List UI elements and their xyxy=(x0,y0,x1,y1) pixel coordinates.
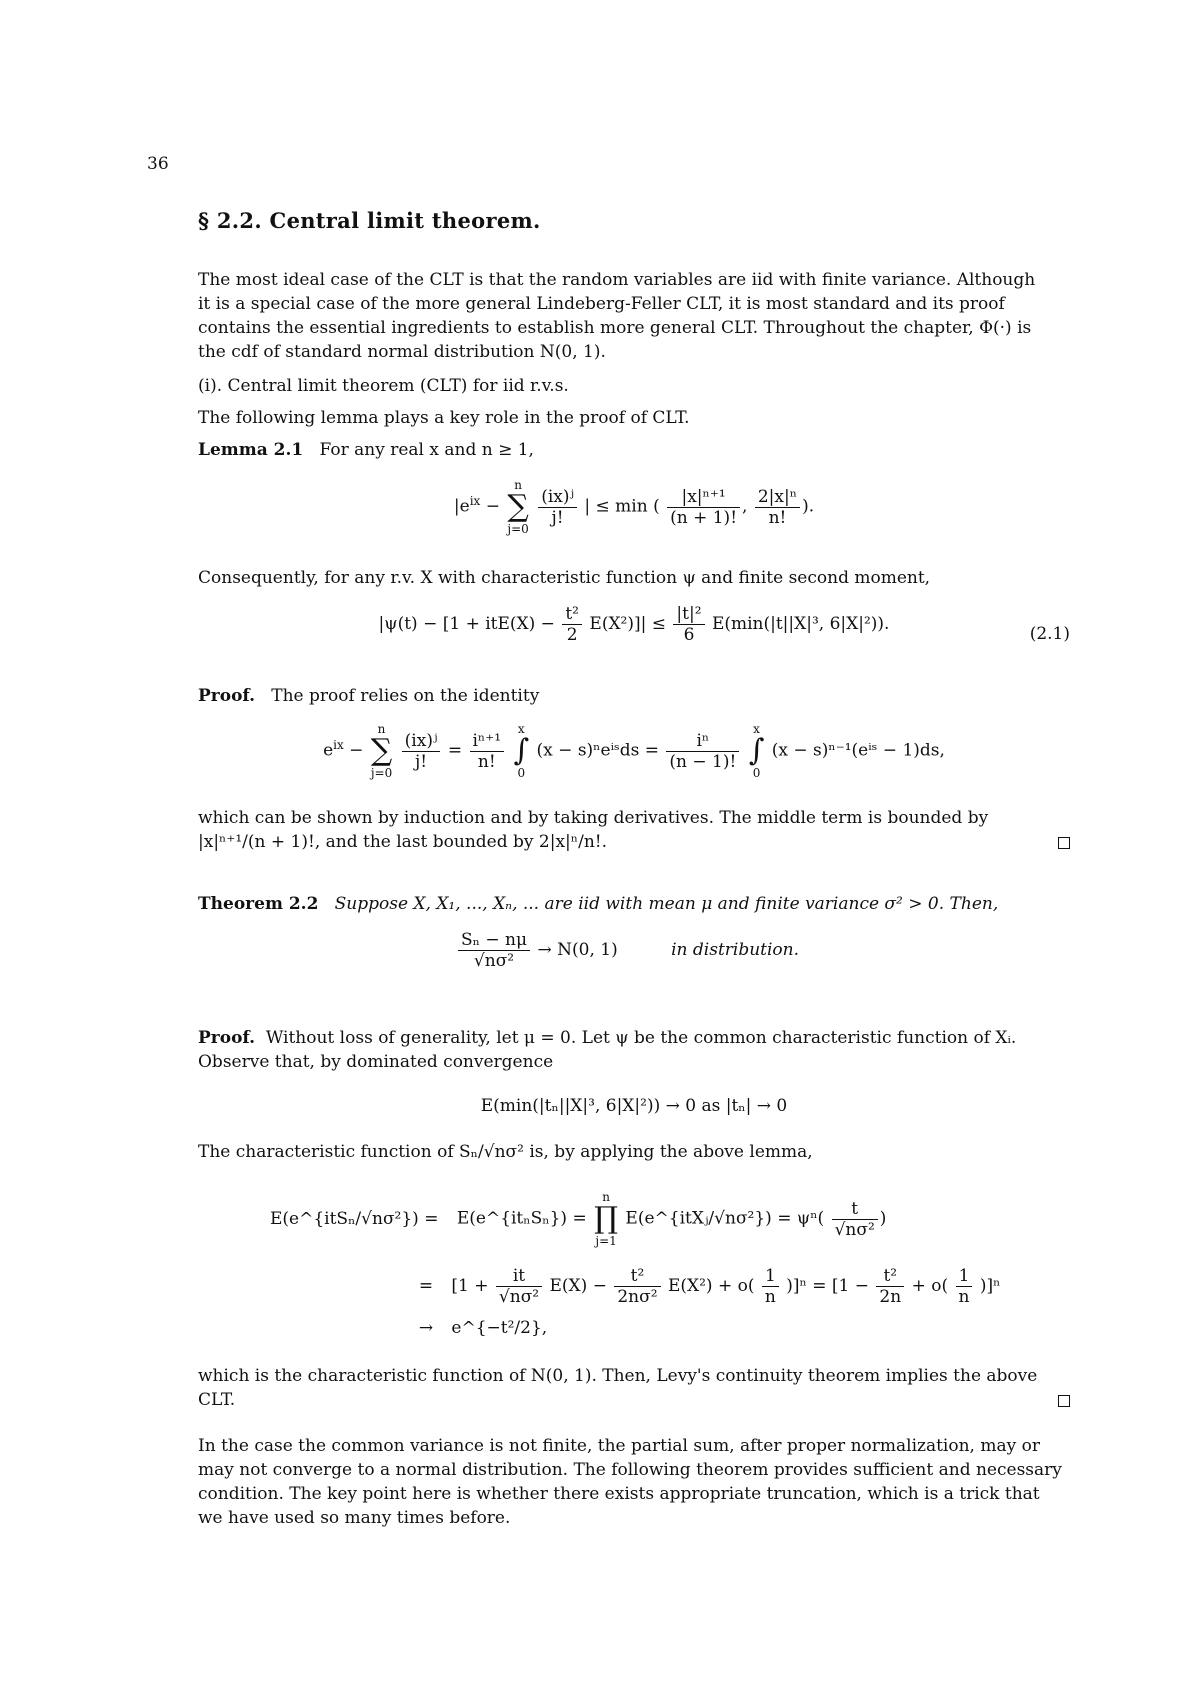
closing-line: condition. The key point here is whether there exists appropriate truncation, which is a trick that xyxy=(198,1484,1040,1504)
theorem-label: Theorem 2.2 xyxy=(198,894,319,914)
fraction: $\frac{\text{|t|²}}{6}$ xyxy=(673,604,704,645)
fraction: $\frac{1}{n}$ xyxy=(762,1266,779,1307)
sum-operator: n ∑ j=0 xyxy=(507,478,529,536)
fraction: $\frac{t}{\text{√nσ²}}$ xyxy=(832,1199,878,1240)
intro-line: it is a special case of the more general Lindeberg-Feller CLT, it is most standard and its proof xyxy=(198,294,1005,314)
fraction: $\frac{\text{iⁿ}}{(n - 1)!}$ xyxy=(666,731,739,772)
section-title: § 2.2. Central limit theorem. xyxy=(198,208,541,233)
proof2-intro xyxy=(198,1026,1070,1074)
eq-part: (x − s)ⁿeⁱˢds = xyxy=(536,740,665,761)
align-row-3: → e^{−t²/2}, xyxy=(418,1318,548,1338)
eq-part: ). xyxy=(802,496,815,517)
eq-sup: ix xyxy=(333,737,344,752)
fraction: $\frac{\text{t²}}{2}$ xyxy=(562,604,582,645)
eq-part: | ≤ min ( xyxy=(584,496,660,517)
eq-part: in distribution. xyxy=(671,940,800,960)
eq-part: , xyxy=(742,496,748,517)
fraction: $\frac{1}{n}$ xyxy=(956,1266,973,1307)
eq-part: |e xyxy=(453,496,470,517)
product-operator: n ∏ j=1 xyxy=(594,1190,618,1248)
integral-operator: x ∫ 0 xyxy=(748,722,765,780)
fraction: $\frac{\text{(ix)ʲ}}{j!}$ xyxy=(538,487,577,528)
lemma-equation xyxy=(198,478,1070,536)
lemma-text: For any real x and n ≥ 1, xyxy=(319,440,534,460)
theorem-text: Suppose X, X₁, ..., Xₙ, ... are iid with mean μ and finite variance σ² > 0. Then, xyxy=(334,894,999,914)
equation-number: (2.1) xyxy=(1029,624,1070,644)
subsection-heading: (i). Central limit theorem (CLT) for iid r.v.s. xyxy=(198,376,569,396)
qed-box xyxy=(1058,1395,1070,1407)
proof-text: The proof relies on the identity xyxy=(271,686,540,706)
char-function-text: The characteristic function of Sₙ/√nσ² is, by applying the above lemma, xyxy=(198,1142,813,1162)
integral-operator: x ∫ 0 xyxy=(513,722,530,780)
eq-part: (x − s)ⁿ⁻¹(eⁱˢ − 1)ds, xyxy=(771,740,945,761)
proof-line: Observe that, by dominated convergence xyxy=(198,1052,554,1072)
sum-operator: n ∑ j=0 xyxy=(370,722,393,780)
fraction: $\frac{\text{|x|ⁿ⁺¹}}{(n + 1)!}$ xyxy=(667,487,740,528)
fraction: $\frac{it}{\text{√nσ²}}$ xyxy=(496,1266,542,1307)
fraction: $\frac{\text{iⁿ⁺¹}}{n!}$ xyxy=(470,731,505,772)
intro-paragraph xyxy=(198,268,1070,364)
convergence-equation: E(min(|tₙ||X|³, 6|X|²)) → 0 as |tₙ| → 0 xyxy=(480,1096,788,1116)
consequently-text: Consequently, for any r.v. X with characteristic function ψ and finite second moment, xyxy=(198,568,931,588)
align-row-1: E(e^{itSₙ/√nσ²}) = E(e^{itₙSₙ}) = n ∏ j=1 E(e^{itXⱼ/√nσ²}) = ψⁿ( $\frac{t}{\text{√nσ²}}$ ) xyxy=(270,1190,887,1248)
fraction: $\frac{\text{Sₙ − nμ}}{\text{√nσ²}}$ xyxy=(458,930,530,971)
closing-paragraph xyxy=(198,1434,1070,1530)
proof-label: Proof. xyxy=(198,686,256,706)
intro-line: The most ideal case of the CLT is that the random variables are iid with finite variance. Although xyxy=(198,270,1036,290)
proof-line: |x|ⁿ⁺¹/(n + 1)!, and the last bounded by 2|x|ⁿ/n!. xyxy=(198,832,608,852)
closing-line: In the case the common variance is not finite, the partial sum, after proper normalization, may or xyxy=(198,1436,1040,1456)
theorem-equation xyxy=(456,930,799,971)
fraction: $\frac{\text{t²}}{2n}$ xyxy=(876,1266,904,1307)
eq-part: E(min(|t||X|³, 6|X|²)). xyxy=(711,614,890,634)
eq-part: = xyxy=(447,740,468,761)
fraction: $\frac{\text{t²}}{\text{2nσ²}}$ xyxy=(614,1266,660,1307)
proof-line: which is the characteristic function of N(0, 1). Then, Levy's continuity theorem implies the above xyxy=(198,1366,1038,1386)
proof1-intro xyxy=(198,684,1070,708)
eq-part: − xyxy=(480,496,506,517)
proof-line: Proof. Without loss of generality, let μ = 0. Let ψ be the common characteristic function of Xᵢ. xyxy=(198,1028,1017,1048)
proof2-conclusion xyxy=(198,1364,1070,1412)
closing-line: we have used so many times before. xyxy=(198,1508,511,1528)
eq-sup: ix xyxy=(469,493,481,508)
lemma-statement xyxy=(198,438,1070,462)
lemma-label: Lemma 2.1 xyxy=(198,440,304,460)
eq-part: − xyxy=(343,740,369,761)
intro-line: the cdf of standard normal distribution N(0, 1). xyxy=(198,342,606,362)
fraction: $\frac{\text{(ix)ʲ}}{j!}$ xyxy=(402,731,441,772)
eq-part: e xyxy=(323,740,334,761)
proof1-conclusion xyxy=(198,806,1070,854)
proof-line: CLT. xyxy=(198,1390,236,1410)
eq-part: E(X²)]| ≤ xyxy=(589,614,672,634)
qed-box xyxy=(1058,837,1070,849)
fraction: $\frac{\text{2|x|ⁿ}}{n!}$ xyxy=(755,487,800,528)
intro-line: contains the essential ingredients to establish more general CLT. Throughout the chapter, Φ(·) is xyxy=(198,318,1032,338)
eq-part: |ψ(t) − [1 + itE(X) − xyxy=(378,614,561,634)
equation-2-1 xyxy=(198,604,1070,645)
identity-equation xyxy=(198,722,1070,780)
page-number: 36 xyxy=(147,154,169,174)
closing-line: may not converge to a normal distribution. The following theorem provides sufficient and necessary xyxy=(198,1460,1062,1480)
theorem-statement xyxy=(198,892,1070,916)
lemma-intro: The following lemma plays a key role in the proof of CLT. xyxy=(198,408,690,428)
align-row-2: = [1 + $\frac{it}{\text{√nσ²}}$ E(X) − $\frac{\text{t²}}{\text{2nσ²}}$ E(X²) + o( $\frac{1}{n}$ )]ⁿ = [1 − $\frac{\text{t²}}{2n}$ + o( $\frac{1}{n}$ )]ⁿ xyxy=(418,1266,1001,1307)
eq-part: → N(0, 1) xyxy=(537,940,618,960)
proof-line: which can be shown by induction and by taking derivatives. The middle term is bounded by xyxy=(198,808,989,828)
